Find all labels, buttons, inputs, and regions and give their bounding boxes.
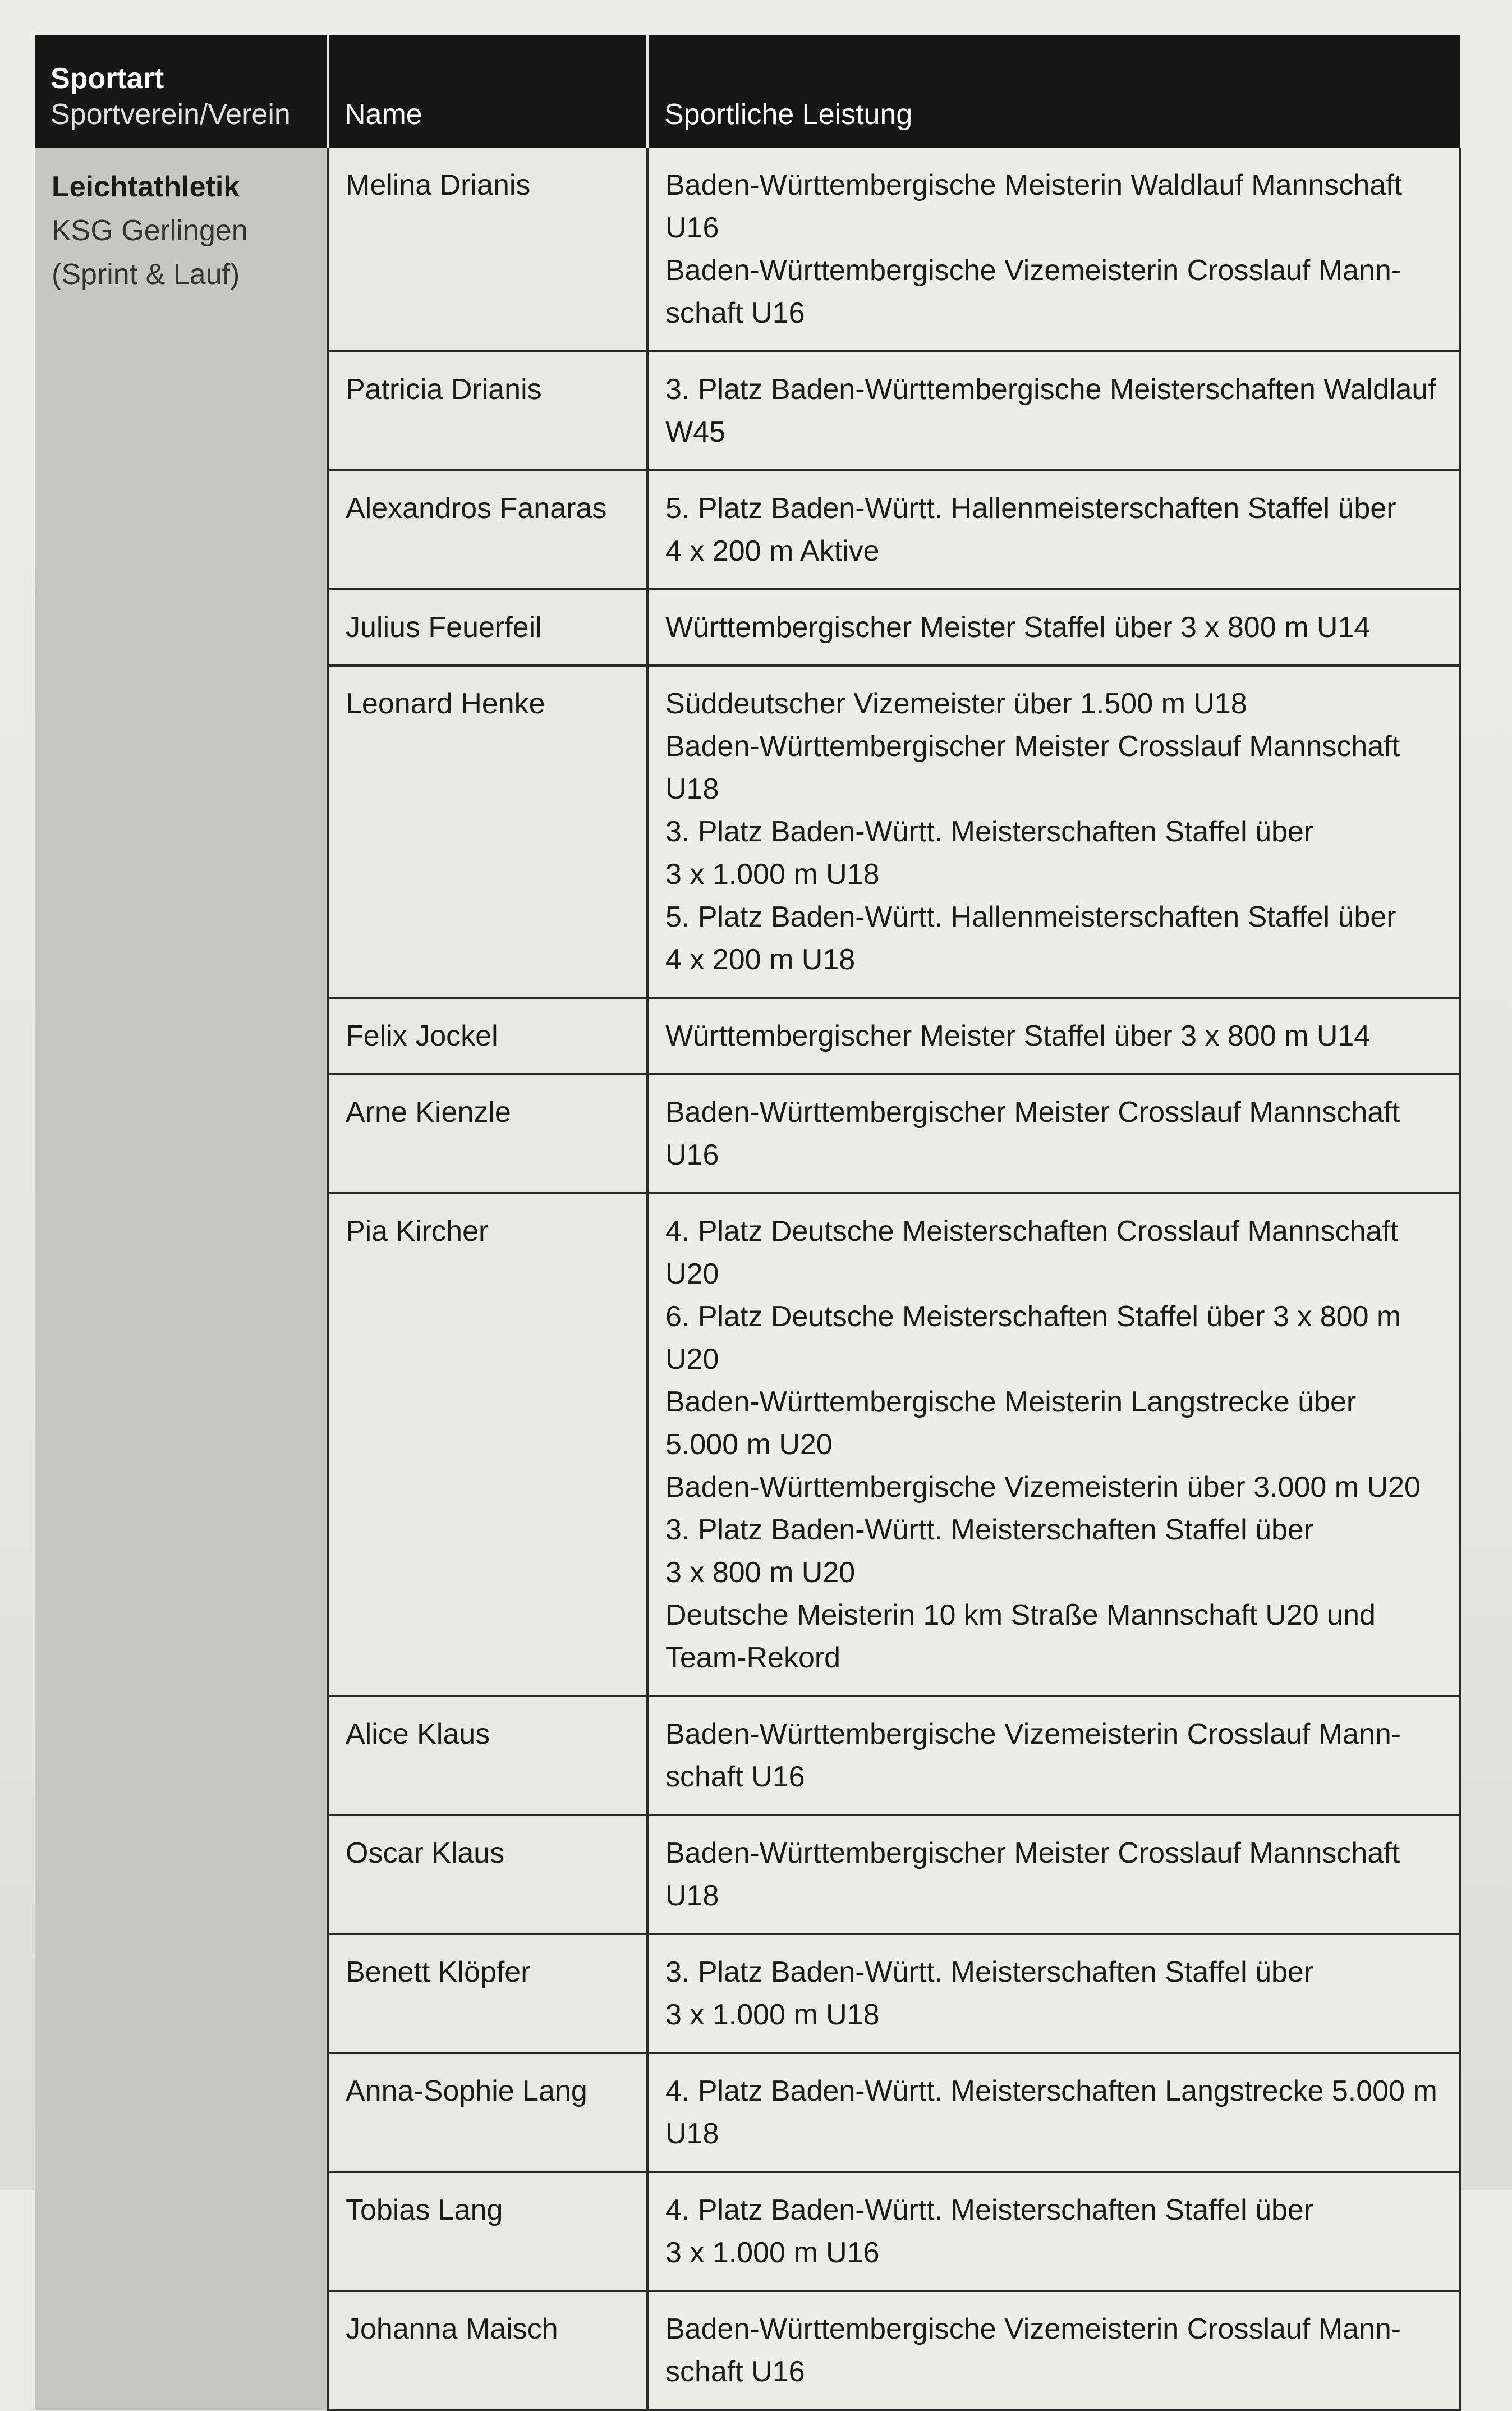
performance-line: 5. Platz Baden-Württ. Hallenmeisterschaften Staffel über <box>665 492 1396 525</box>
performance-line: Süddeutscher Vizemeister über 1.500 m U18 <box>665 687 1247 720</box>
performance-cell <box>647 998 1460 1074</box>
table-row <box>35 148 1460 351</box>
performance-line: 3 x 1.000 m U16 <box>665 2236 880 2269</box>
performance-line: Baden-Württembergischer Meister Crosslauf Mannschaft <box>665 1096 1400 1129</box>
athlete-name: Oscar Klaus <box>328 1815 647 1934</box>
performance-line: Baden-Württembergische Vizemeisterin Crosslauf Mann- <box>665 254 1401 287</box>
performance-line: 3 x 800 m U20 <box>665 1556 856 1589</box>
athlete-name: Pia Kircher <box>328 1193 647 1696</box>
performance-line: Baden-Württembergische Meisterin Langstrecke über <box>665 1386 1357 1418</box>
table-body <box>35 148 1460 2410</box>
header-sport-club <box>35 35 328 148</box>
performance-line: 4. Platz Deutsche Meisterschaften Crosslauf Mannschaft U20 <box>665 1215 1399 1290</box>
performance-line: schaft U16 <box>665 297 805 329</box>
performance-cell <box>647 148 1460 351</box>
performance-line: Baden-Württembergischer Meister Crosslauf Mannschaft U18 <box>665 1837 1400 1912</box>
performance-cell <box>647 1193 1460 1696</box>
performance-line: Württembergischer Meister Staffel über 3 x 800 m U14 <box>665 611 1371 644</box>
performance-line: Baden-Württembergische Vizemeisterin Crosslauf Mann- <box>665 1718 1401 1750</box>
performance-line: Baden-Württembergische Meisterin Waldlauf Mannschaft U16 <box>665 169 1403 244</box>
header-performance: Sportliche Leistung <box>647 35 1460 148</box>
performance-cell <box>647 2172 1460 2291</box>
performance-cell <box>647 1696 1460 1815</box>
performance-line: 4 x 200 m Aktive <box>665 535 880 567</box>
performance-cell <box>647 351 1460 470</box>
performance-cell <box>647 1074 1460 1193</box>
performance-line: 3. Platz Baden-Württembergische Meisterschaften Waldlauf <box>665 373 1436 406</box>
performance-line: Württembergischer Meister Staffel über 3 x 800 m U14 <box>665 1020 1371 1052</box>
performance-line: 3. Platz Baden-Württ. Meisterschaften Staffel über <box>665 1956 1314 1988</box>
performance-cell <box>647 589 1460 666</box>
performance-cell <box>647 2291 1460 2410</box>
athlete-name: Arne Kienzle <box>328 1074 647 1193</box>
club-name: KSG Gerlingen <box>52 214 248 247</box>
performance-line: U16 <box>665 1139 719 1171</box>
performance-line: 3. Platz Baden-Württ. Meisterschaften Staffel über <box>665 1514 1314 1546</box>
performance-line: U20 <box>665 1343 719 1376</box>
performance-line: W45 <box>665 416 725 448</box>
athlete-name: Alice Klaus <box>328 1696 647 1815</box>
performance-line: 5.000 m U20 <box>665 1428 833 1461</box>
header-club-label: Sportverein/Verein <box>50 98 291 131</box>
performance-line: schaft U16 <box>665 1761 805 1793</box>
athlete-name: Tobias Lang <box>328 2172 647 2291</box>
performance-line: Baden-Württembergische Vizemeisterin über 3.000 m U20 <box>665 1471 1421 1504</box>
athlete-name: Leonard Henke <box>328 666 647 998</box>
performance-line: Baden-Württembergischer Meister Crosslauf Mannschaft U18 <box>665 730 1400 805</box>
header-name: Name <box>328 35 647 148</box>
athlete-name: Alexandros Fanaras <box>328 470 647 589</box>
performance-line: U18 <box>665 2117 719 2150</box>
performance-line: 6. Platz Deutsche Meisterschaften Staffel über 3 x 800 m <box>665 1300 1401 1333</box>
athlete-name: Anna-Sophie Lang <box>328 2053 647 2172</box>
athlete-name: Benett Klöpfer <box>328 1934 647 2053</box>
performance-cell <box>647 1934 1460 2053</box>
header-sport-label: Sportart <box>50 62 164 95</box>
performance-line: Baden-Württembergische Vizemeisterin Crosslauf Mann- <box>665 2313 1401 2345</box>
performance-cell <box>647 2053 1460 2172</box>
performance-line: Deutsche Meisterin 10 km Straße Mannschaft U20 und <box>665 1599 1376 1631</box>
performance-cell <box>647 1815 1460 1934</box>
performance-line: 4 x 200 m U18 <box>665 943 856 976</box>
performance-line: 3. Platz Baden-Württ. Meisterschaften Staffel über <box>665 815 1314 848</box>
sport-cell <box>35 148 328 2410</box>
performance-line: 4. Platz Baden-Württ. Meisterschaften Langstrecke 5.000 m <box>665 2075 1437 2107</box>
discipline: (Sprint & Lauf) <box>52 258 240 291</box>
sport-name: Leichtathletik <box>52 171 240 203</box>
athlete-name: Felix Jockel <box>328 998 647 1074</box>
athlete-name: Julius Feuerfeil <box>328 589 647 666</box>
performance-line: 3 x 1.000 m U18 <box>665 1999 880 2031</box>
results-table <box>35 35 1461 2411</box>
performance-line: Team-Rekord <box>665 1642 841 1674</box>
athlete-name: Melina Drianis <box>328 148 647 351</box>
performance-line: 3 x 1.000 m U18 <box>665 858 880 891</box>
performance-line: schaft U16 <box>665 2355 805 2388</box>
performance-line: 4. Platz Baden-Württ. Meisterschaften Staffel über <box>665 2194 1314 2226</box>
performance-cell <box>647 666 1460 998</box>
athlete-name: Patricia Drianis <box>328 351 647 470</box>
performance-cell <box>647 470 1460 589</box>
performance-line: 5. Platz Baden-Württ. Hallenmeisterschaften Staffel über <box>665 901 1396 933</box>
table-header <box>35 35 1460 148</box>
athlete-name: Johanna Maisch <box>328 2291 647 2410</box>
